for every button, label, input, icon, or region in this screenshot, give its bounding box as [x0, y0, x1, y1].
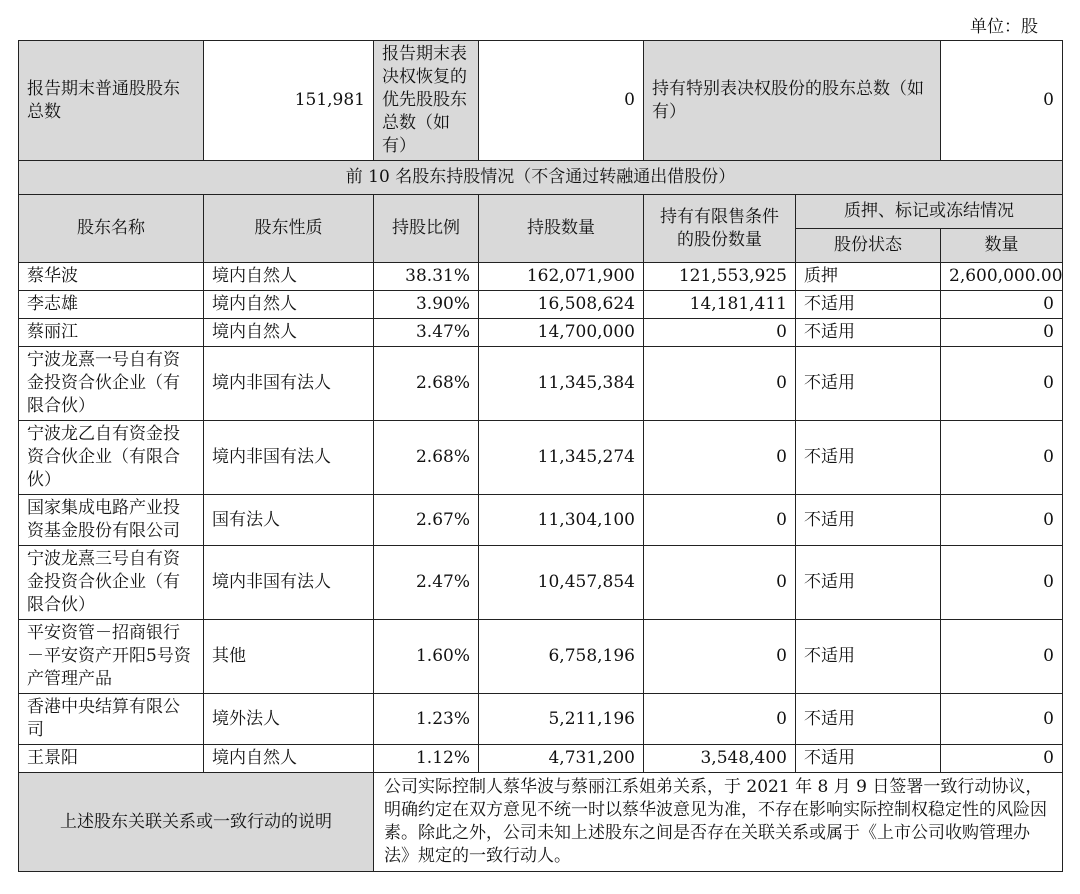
holder-name: 蔡丽江 — [19, 319, 204, 347]
holder-ratio: 1.60% — [374, 620, 479, 694]
holder-count: 11,345,384 — [479, 347, 644, 421]
pledge-qty: 0 — [941, 347, 1063, 421]
holder-nature: 境内非国有法人 — [204, 347, 374, 421]
preferred-restored-label: 报告期末表决权恢复的优先股股东总数（如有） — [374, 41, 479, 161]
holder-name: 宁波龙熹三号自有资金投资合伙企业（有限合伙） — [19, 546, 204, 620]
header-ratio: 持股比例 — [374, 195, 479, 263]
table-row — [19, 620, 1063, 694]
holder-count: 162,071,900 — [479, 263, 644, 291]
pledge-qty: 0 — [941, 620, 1063, 694]
holder-restricted: 14,181,411 — [644, 291, 796, 319]
holder-name: 李志雄 — [19, 291, 204, 319]
pledge-status: 不适用 — [796, 620, 941, 694]
top10-title-row — [19, 161, 1063, 195]
holder-restricted: 0 — [644, 347, 796, 421]
holder-count: 6,758,196 — [479, 620, 644, 694]
top10-title: 前 10 名股东持股情况（不含通过转融通出借股份） — [19, 161, 1063, 195]
holder-ratio: 3.47% — [374, 319, 479, 347]
pledge-status: 不适用 — [796, 546, 941, 620]
header-row-1 — [19, 195, 1063, 229]
holder-count: 5,211,196 — [479, 694, 644, 745]
pledge-qty: 0 — [941, 546, 1063, 620]
summary-row — [19, 41, 1063, 161]
pledge-qty: 0 — [941, 745, 1063, 773]
holder-nature: 境内自然人 — [204, 263, 374, 291]
holder-nature: 境内自然人 — [204, 319, 374, 347]
holder-ratio: 2.67% — [374, 495, 479, 546]
pledge-qty: 0 — [941, 694, 1063, 745]
header-restricted: 持有有限售条件的股份数量 — [644, 195, 796, 263]
pledge-status: 不适用 — [796, 319, 941, 347]
header-nature: 股东性质 — [204, 195, 374, 263]
holder-count: 11,345,274 — [479, 421, 644, 495]
table-row — [19, 347, 1063, 421]
pledge-status: 不适用 — [796, 694, 941, 745]
total-holders-value: 151,981 — [204, 41, 374, 161]
pledge-qty: 0 — [941, 319, 1063, 347]
holder-ratio: 2.68% — [374, 347, 479, 421]
holder-restricted: 0 — [644, 495, 796, 546]
table-row — [19, 291, 1063, 319]
holder-count: 10,457,854 — [479, 546, 644, 620]
table-row — [19, 263, 1063, 291]
header-count: 持股数量 — [479, 195, 644, 263]
holder-ratio: 3.90% — [374, 291, 479, 319]
holder-name: 王景阳 — [19, 745, 204, 773]
relation-text: 公司实际控制人蔡华波与蔡丽江系姐弟关系，于 2021 年 8 月 9 日签署一致行动协议，明确约定在双方意见不统一时以蔡华波意见为准，不存在影响实际控制权稳定性的风险因素。除此之外，公司未知上述股东之间是否存在关联关系或属于《上市公司收购管理办法》规定的一致行动人。 — [374, 773, 1063, 872]
header-pledge-group: 质押、标记或冻结情况 — [796, 195, 1063, 229]
pledge-status: 不适用 — [796, 745, 941, 773]
table-row — [19, 694, 1063, 745]
holder-nature: 境内自然人 — [204, 291, 374, 319]
pledge-qty: 0 — [941, 495, 1063, 546]
shareholder-table — [18, 40, 1063, 872]
relation-row — [19, 773, 1063, 872]
total-holders-label: 报告期末普通股股东总数 — [19, 41, 204, 161]
holder-count: 4,731,200 — [479, 745, 644, 773]
relation-label: 上述股东关联关系或一致行动的说明 — [19, 773, 374, 872]
table-row — [19, 495, 1063, 546]
pledge-status: 不适用 — [796, 421, 941, 495]
pledge-qty: 0 — [941, 421, 1063, 495]
pledge-status: 不适用 — [796, 291, 941, 319]
special-voting-label: 持有特别表决权股份的股东总数（如有） — [644, 41, 941, 161]
holder-nature: 其他 — [204, 620, 374, 694]
holder-nature: 国有法人 — [204, 495, 374, 546]
table-row — [19, 421, 1063, 495]
pledge-status: 不适用 — [796, 347, 941, 421]
pledge-qty: 0 — [941, 291, 1063, 319]
pledge-status: 质押 — [796, 263, 941, 291]
special-voting-value: 0 — [941, 41, 1063, 161]
holder-ratio: 1.23% — [374, 694, 479, 745]
table-row — [19, 745, 1063, 773]
holder-restricted: 0 — [644, 546, 796, 620]
holder-nature: 境内非国有法人 — [204, 421, 374, 495]
holder-restricted: 121,553,925 — [644, 263, 796, 291]
holder-name: 宁波龙乙自有资金投资合伙企业（有限合伙） — [19, 421, 204, 495]
holder-restricted: 3,548,400 — [644, 745, 796, 773]
holder-ratio: 2.68% — [374, 421, 479, 495]
holder-name: 平安资管－招商银行－平安资产开阳5号资产管理产品 — [19, 620, 204, 694]
holder-nature: 境外法人 — [204, 694, 374, 745]
holder-name: 宁波龙熹一号自有资金投资合伙企业（有限合伙） — [19, 347, 204, 421]
holder-name: 香港中央结算有限公司 — [19, 694, 204, 745]
pledge-qty: 2,600,000.00 — [941, 263, 1063, 291]
holder-ratio: 38.31% — [374, 263, 479, 291]
holder-ratio: 1.12% — [374, 745, 479, 773]
table-row — [19, 546, 1063, 620]
header-pledge-qty: 数量 — [941, 229, 1063, 263]
pledge-status: 不适用 — [796, 495, 941, 546]
holder-count: 11,304,100 — [479, 495, 644, 546]
holder-name: 蔡华波 — [19, 263, 204, 291]
header-name: 股东名称 — [19, 195, 204, 263]
unit-label: 单位：股 — [970, 17, 1038, 37]
holder-restricted: 0 — [644, 620, 796, 694]
holder-name: 国家集成电路产业投资基金股份有限公司 — [19, 495, 204, 546]
holder-restricted: 0 — [644, 421, 796, 495]
table-row — [19, 319, 1063, 347]
holder-count: 16,508,624 — [479, 291, 644, 319]
holder-restricted: 0 — [644, 319, 796, 347]
preferred-restored-value: 0 — [479, 41, 644, 161]
holder-nature: 境内自然人 — [204, 745, 374, 773]
holder-nature: 境内非国有法人 — [204, 546, 374, 620]
holder-count: 14,700,000 — [479, 319, 644, 347]
holder-ratio: 2.47% — [374, 546, 479, 620]
holder-restricted: 0 — [644, 694, 796, 745]
header-pledge-status: 股份状态 — [796, 229, 941, 263]
